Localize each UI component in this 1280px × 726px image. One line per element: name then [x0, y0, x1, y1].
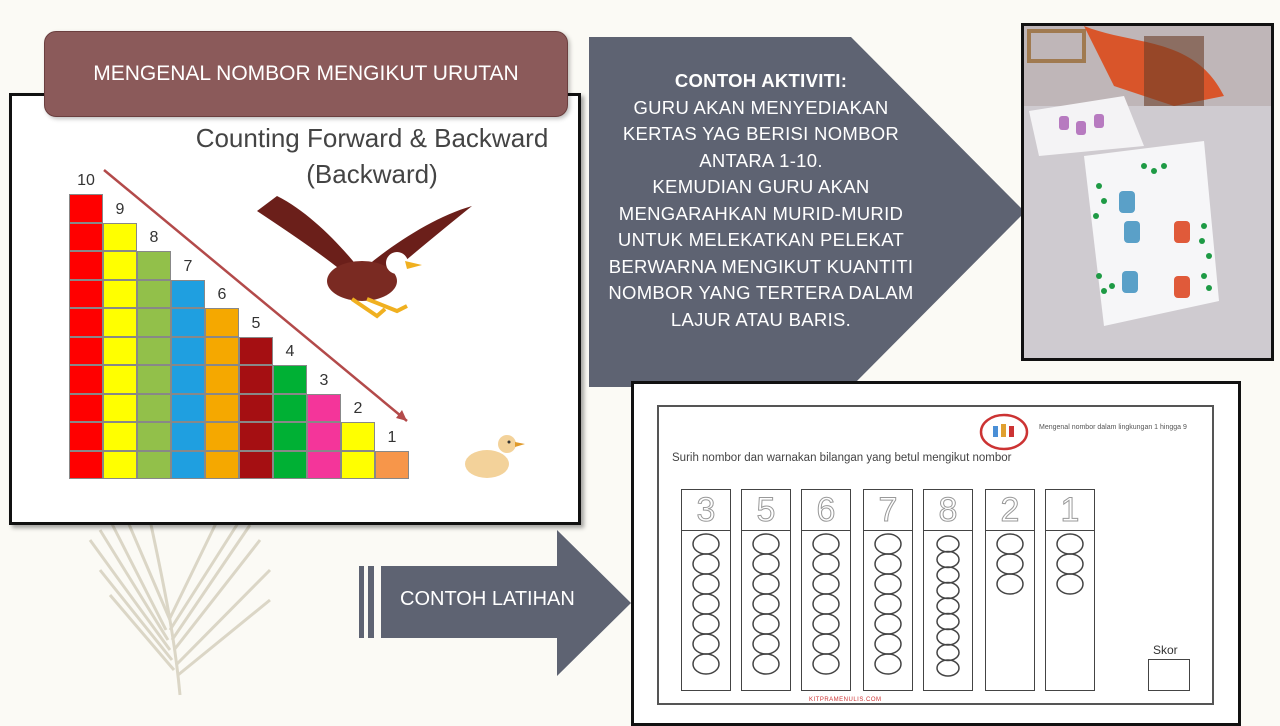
skor-box [1148, 659, 1190, 691]
bar-number-label: 6 [217, 286, 227, 303]
duckling-icon [459, 426, 529, 486]
worksheet-circle[interactable] [1057, 554, 1083, 574]
worksheet-circle[interactable] [693, 574, 719, 594]
worksheet-digit: 1 [1046, 490, 1094, 531]
activity-line: LAJUR ATAU BARIS. [670, 308, 852, 330]
worksheet-meta: Mengenal nombor dalam lingkungan 1 hingga 9 [1039, 424, 1187, 431]
worksheet-circle[interactable] [997, 574, 1023, 594]
bar-number-label: 1 [387, 428, 397, 446]
worksheet-digit: 2 [986, 490, 1034, 531]
bar-number-label: 2 [353, 400, 363, 417]
worksheet-instruction: Surih nombor dan warnakan bilangan yang betul mengikut nombor [672, 452, 1012, 464]
activity-description [596, 68, 926, 333]
worksheet-digit: 8 [924, 490, 972, 531]
bar-number-label: 5 [251, 314, 261, 332]
worksheet-circles [1046, 532, 1094, 690]
latihan-label: CONTOH LATIHAN [400, 588, 575, 610]
worksheet-circle[interactable] [937, 660, 959, 676]
activity-line: UNTUK MELEKATKAN PELEKAT [617, 229, 905, 250]
worksheet-digit: 3 [682, 490, 730, 531]
worksheet-circles [986, 532, 1034, 690]
worksheet-circle[interactable] [693, 534, 719, 554]
worksheet-circle[interactable] [753, 614, 779, 634]
activity-line: BERWARNA MENGIKUT KUANTITI [608, 255, 914, 277]
worksheet-circle[interactable] [937, 645, 959, 661]
worksheet-circle[interactable] [813, 554, 839, 574]
worksheet-circle[interactable] [875, 574, 901, 594]
eagle-icon [247, 191, 477, 331]
activity-heading: CONTOH AKTIVITI: [674, 70, 848, 91]
worksheet-digit: 7 [864, 490, 912, 531]
worksheet-circle[interactable] [937, 598, 959, 614]
worksheet-circle[interactable] [997, 554, 1023, 574]
worksheet-circle[interactable] [937, 567, 959, 583]
activity-line: MENGARAHKAN MURID-MURID [618, 202, 904, 224]
counting-image [9, 93, 581, 525]
worksheet-circle[interactable] [753, 574, 779, 594]
worksheet-circle[interactable] [937, 536, 959, 552]
worksheet-circles [924, 532, 972, 690]
worksheet-border [657, 405, 1214, 705]
bar-number-label: 4 [285, 343, 295, 360]
activity-line: KERTAS YAG BERISI NOMBOR [622, 123, 900, 144]
bar-number-label: 10 [77, 172, 95, 189]
worksheet-circle[interactable] [997, 534, 1023, 554]
worksheet-circles [802, 532, 850, 690]
worksheet-column [801, 489, 851, 691]
worksheet-circle[interactable] [813, 614, 839, 634]
worksheet-circle[interactable] [813, 534, 839, 554]
worksheet-circle[interactable] [875, 534, 901, 554]
worksheet-circle[interactable] [693, 554, 719, 574]
worksheet-circles [682, 532, 730, 690]
worksheet-circle[interactable] [937, 552, 959, 568]
worksheet-circle[interactable] [875, 554, 901, 574]
worksheet-circle[interactable] [753, 594, 779, 614]
activity-line: KEMUDIAN GURU AKAN [652, 176, 870, 197]
activity-photo [1021, 23, 1274, 361]
worksheet-logo-icon [979, 413, 1029, 451]
worksheet-column [985, 489, 1035, 691]
counting-title-line1: Counting Forward & Backward [195, 123, 549, 153]
worksheet-footer: KITPRAMENULIS.COM [809, 697, 882, 703]
worksheet-circle[interactable] [875, 634, 901, 654]
worksheet-circle[interactable] [1057, 534, 1083, 554]
worksheet-circle[interactable] [753, 654, 779, 674]
worksheet-circle[interactable] [813, 594, 839, 614]
bar-number-label: 8 [149, 229, 159, 246]
worksheet-circle[interactable] [875, 614, 901, 634]
worksheet-column [863, 489, 913, 691]
worksheet-circle[interactable] [937, 583, 959, 599]
worksheet-circles [742, 532, 790, 690]
worksheet-digit: 6 [802, 490, 850, 531]
skor-label: Skor [1153, 643, 1178, 657]
worksheet-circle[interactable] [813, 634, 839, 654]
worksheet-circle[interactable] [875, 594, 901, 614]
worksheet-circle[interactable] [693, 594, 719, 614]
worksheet-column [681, 489, 731, 691]
worksheet-circle[interactable] [813, 654, 839, 674]
worksheet-circle[interactable] [1057, 574, 1083, 594]
worksheet-circles [864, 532, 912, 690]
counting-title-line2: (Backward) [306, 159, 438, 189]
page-title: MENGENAL NOMBOR MENGIKUT URUTAN [44, 31, 568, 117]
activity-line: GURU AKAN MENYEDIAKAN [633, 96, 889, 118]
bar-number-label: 3 [319, 371, 329, 389]
worksheet-circle[interactable] [693, 614, 719, 634]
worksheet-circle[interactable] [693, 634, 719, 654]
bar-number-label: 9 [115, 200, 125, 218]
worksheet-digit: 5 [742, 490, 790, 531]
bar-number-label: 7 [183, 257, 193, 275]
feather-decoration [70, 500, 310, 700]
worksheet-circle[interactable] [937, 614, 959, 630]
worksheet-circle[interactable] [813, 574, 839, 594]
activity-line: ANTARA 1-10. [699, 149, 823, 171]
worksheet-column [923, 489, 973, 691]
worksheet-circle[interactable] [753, 554, 779, 574]
worksheet-column [741, 489, 791, 691]
worksheet-circle[interactable] [875, 654, 901, 674]
activity-line: NOMBOR YANG TERTERA DALAM [608, 282, 914, 303]
worksheet-circle[interactable] [937, 629, 959, 645]
worksheet-circle[interactable] [753, 534, 779, 554]
worksheet-image [631, 381, 1241, 726]
worksheet-circle[interactable] [753, 634, 779, 654]
worksheet-circle[interactable] [693, 654, 719, 674]
worksheet-column [1045, 489, 1095, 691]
